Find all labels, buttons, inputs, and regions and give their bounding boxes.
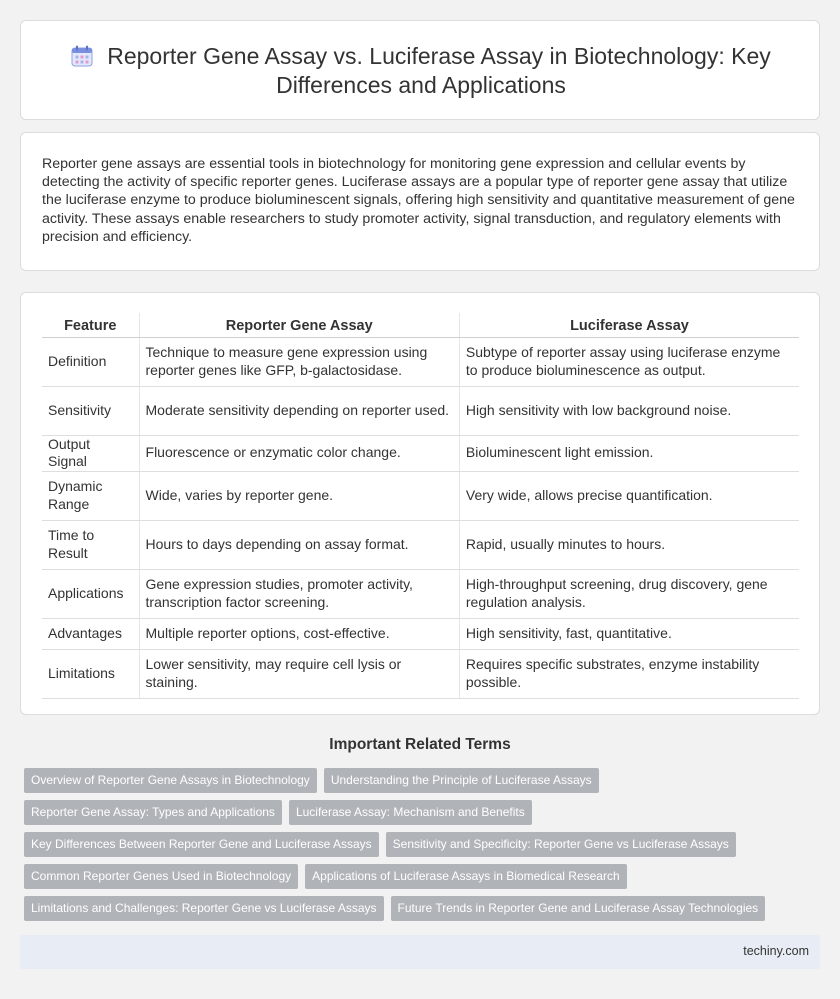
table-row (42, 435, 799, 471)
reporter-cell: Moderate sensitivity depending on reporter used. (139, 386, 459, 435)
related-term-link[interactable]: Overview of Reporter Gene Assays in Biotechnology (24, 768, 317, 793)
related-term-link[interactable]: Common Reporter Genes Used in Biotechnology (24, 864, 298, 889)
luciferase-cell: High-throughput screening, drug discovery, gene regulation analysis. (459, 569, 799, 618)
page-title (61, 42, 781, 100)
feature-cell: Output Signal (42, 435, 139, 471)
table-row (42, 618, 799, 649)
feature-cell: Limitations (42, 649, 139, 698)
feature-cell: Dynamic Range (42, 471, 139, 520)
table-row (42, 386, 799, 435)
reporter-cell: Lower sensitivity, may require cell lysis or staining. (139, 649, 459, 698)
luciferase-cell: High sensitivity, fast, quantitative. (459, 618, 799, 649)
title-wrap (21, 21, 821, 121)
reporter-cell: Wide, varies by reporter gene. (139, 471, 459, 520)
feature-cell: Definition (42, 337, 139, 386)
intro-card (20, 132, 820, 271)
luciferase-cell: Requires specific substrates, enzyme instability possible. (459, 649, 799, 698)
intro-paragraph: Reporter gene assays are essential tools in biotechnology for monitoring gene expression and cellular events by detecting the activity of specific reporter genes. Luciferase assays are a popular type of reporter gene assay that utilize the luciferase enzyme to produce bioluminescent signals, offering high sensitivity and quantitative measurement of gene activity. These assays enable researchers to study promoter activity, signal transduction, and regulatory elements with precision and efficiency. (42, 156, 795, 245)
reporter-cell: Hours to days depending on assay format. (139, 520, 459, 569)
related-terms-list (24, 768, 824, 928)
page-title-text: Reporter Gene Assay vs. Luciferase Assay in Biotechnology: Key Differences and Applications (107, 43, 771, 98)
related-term-link[interactable]: Future Trends in Reporter Gene and Luciferase Assay Technologies (391, 896, 766, 921)
tag-row (24, 800, 824, 825)
tag-row (24, 896, 824, 921)
header-luciferase-assay: Luciferase Assay (459, 313, 799, 337)
calendar-grid-icon (71, 45, 93, 67)
reporter-cell: Technique to measure gene expression using reporter genes like GFP, b-galactosidase. (139, 337, 459, 386)
related-term-link[interactable]: Luciferase Assay: Mechanism and Benefits (289, 800, 532, 825)
table-row (42, 569, 799, 618)
related-term-link[interactable]: Sensitivity and Specificity: Reporter Gene vs Luciferase Assays (386, 832, 736, 857)
tag-row (24, 832, 824, 857)
related-terms-heading: Important Related Terms (329, 736, 511, 753)
reporter-cell: Fluorescence or enzymatic color change. (139, 435, 459, 471)
table-header-row (42, 313, 799, 337)
title-card (20, 20, 820, 120)
footer-site-link[interactable]: techiny.com (743, 944, 809, 958)
tag-row (24, 864, 824, 889)
related-term-link[interactable]: Key Differences Between Reporter Gene and Luciferase Assays (24, 832, 379, 857)
table-row (42, 337, 799, 386)
footer (20, 935, 820, 969)
feature-cell: Applications (42, 569, 139, 618)
reporter-cell: Gene expression studies, promoter activity, transcription factor screening. (139, 569, 459, 618)
tag-row (24, 768, 824, 793)
table-row (42, 649, 799, 698)
luciferase-cell: Bioluminescent light emission. (459, 435, 799, 471)
related-term-link[interactable]: Applications of Luciferase Assays in Biomedical Research (305, 864, 627, 889)
feature-cell: Sensitivity (42, 386, 139, 435)
related-term-link[interactable]: Limitations and Challenges: Reporter Gene vs Luciferase Assays (24, 896, 384, 921)
table-row (42, 520, 799, 569)
feature-cell: Advantages (42, 618, 139, 649)
luciferase-cell: High sensitivity with low background noise. (459, 386, 799, 435)
header-feature: Feature (42, 313, 139, 337)
luciferase-cell: Rapid, usually minutes to hours. (459, 520, 799, 569)
table-row (42, 471, 799, 520)
comparison-table (42, 313, 799, 699)
header-reporter-gene-assay: Reporter Gene Assay (139, 313, 459, 337)
comparison-table-card (20, 292, 820, 715)
reporter-cell: Multiple reporter options, cost-effective. (139, 618, 459, 649)
related-term-link[interactable]: Understanding the Principle of Luciferase Assays (324, 768, 599, 793)
luciferase-cell: Very wide, allows precise quantification. (459, 471, 799, 520)
luciferase-cell: Subtype of reporter assay using luciferase enzyme to produce bioluminescence as output. (459, 337, 799, 386)
feature-cell: Time to Result (42, 520, 139, 569)
related-term-link[interactable]: Reporter Gene Assay: Types and Applications (24, 800, 282, 825)
